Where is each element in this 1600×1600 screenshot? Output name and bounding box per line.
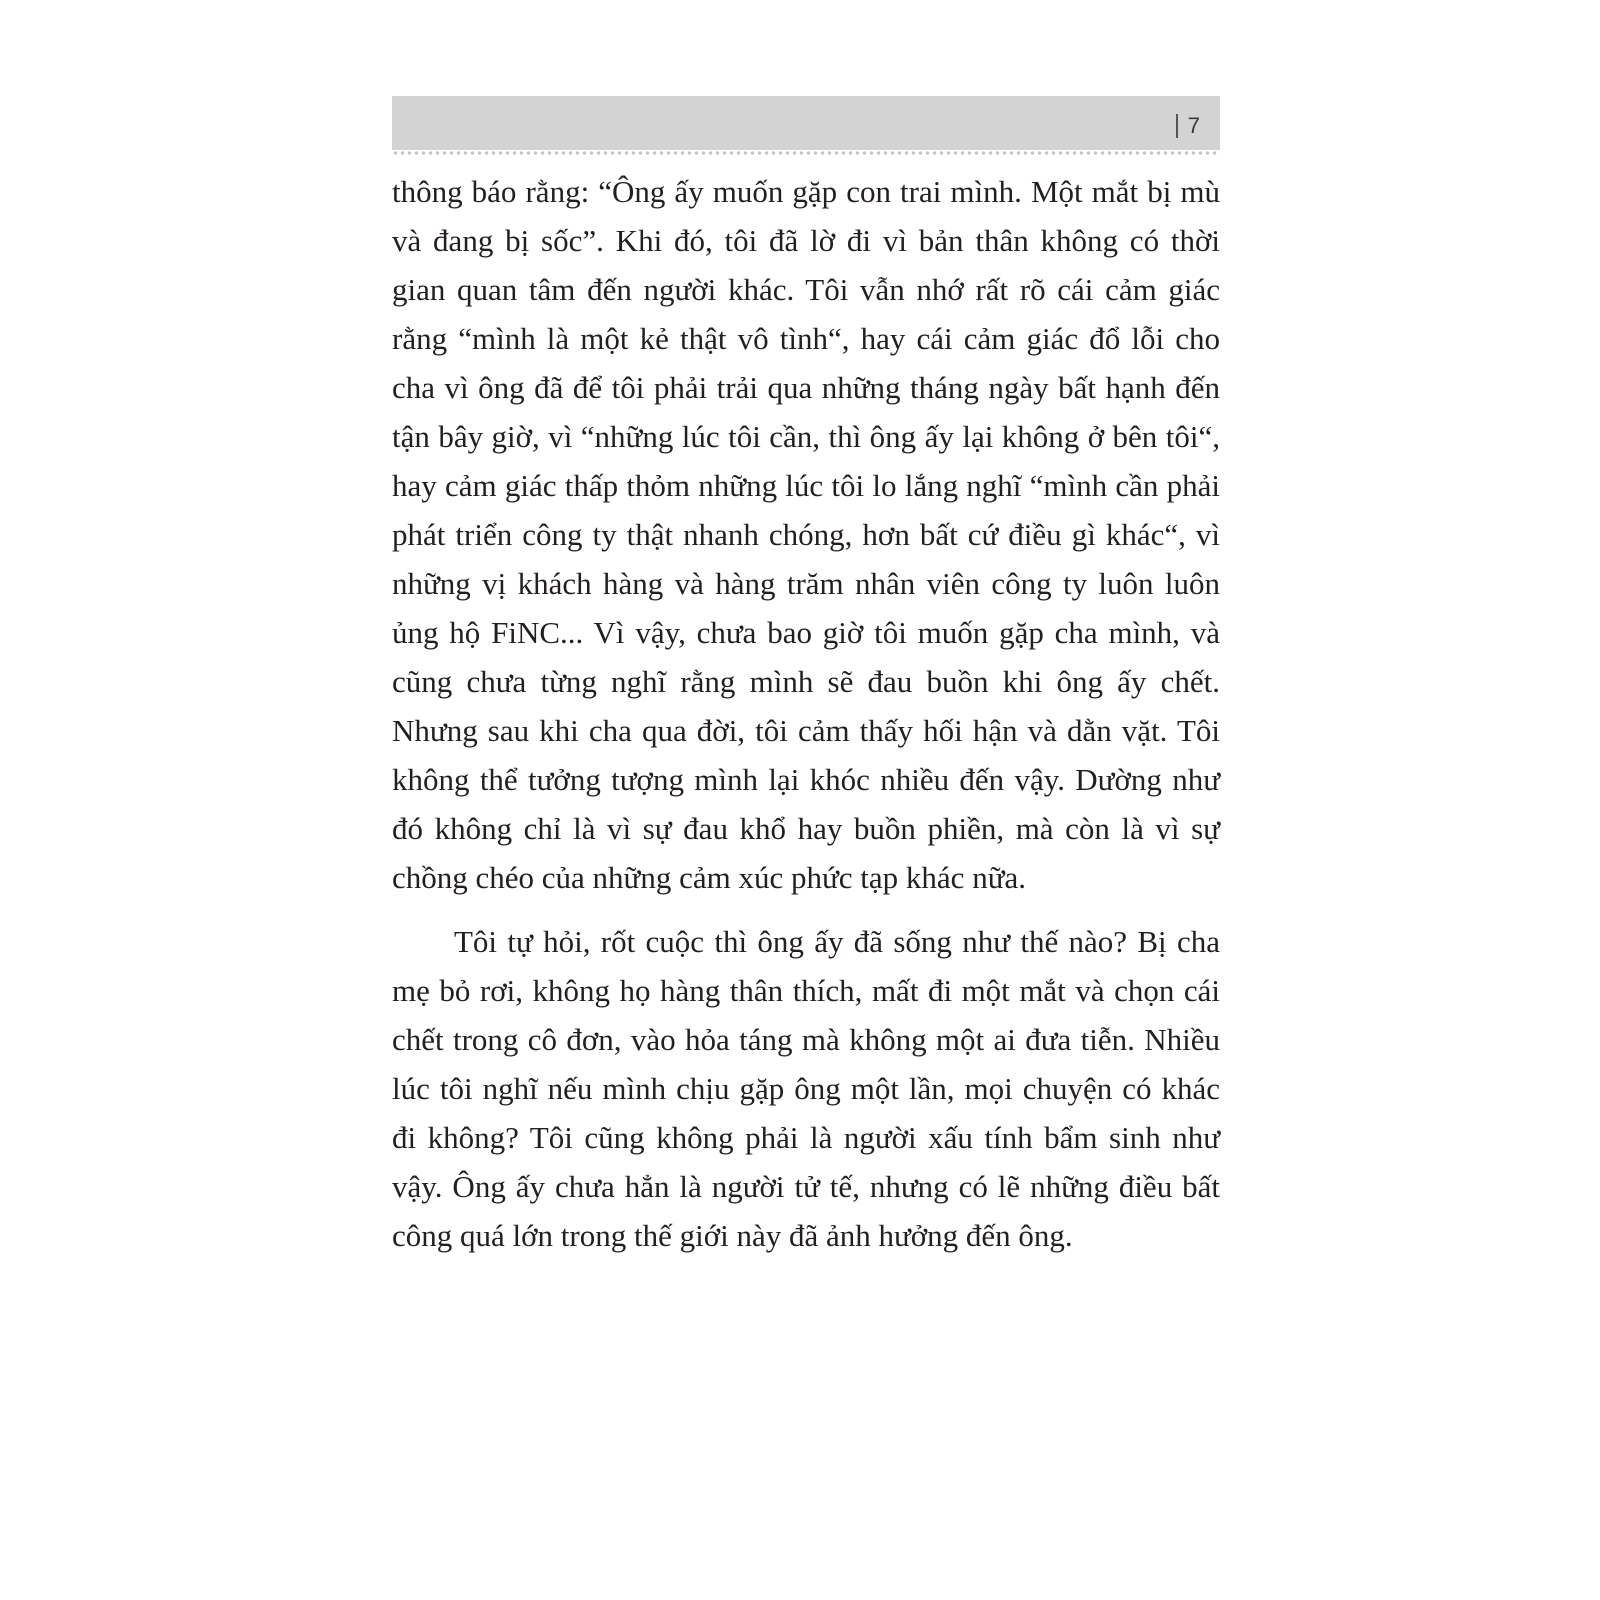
paragraph-continued: thông báo rằng: “Ông ấy muốn gặp con trai mình. Một mắt bị mù và đang bị sốc”. Khi đó, tôi đã lờ đi vì bản thân không có thời gian quan tâm đến người khác. Tôi vẫn nhớ rất rõ cái cảm giác rằng “mình là một kẻ thật vô tình“, hay cái cảm giác đổ lỗi cho cha vì ông đã để tôi phải trải qua những tháng ngày bất hạnh đến tận bây giờ, vì “những lúc tôi cần, thì ông ấy lại không ở bên tôi“, hay cảm giác thấp thỏm những lúc tôi lo lắng nghĩ “mình cần phải phát triển công ty thật nhanh chóng, hơn bất cứ điều gì khác“, vì những vị khách hàng và hàng trăm nhân viên công ty luôn luôn ủng hộ FiNC... Vì vậy, chưa bao giờ tôi muốn gặp cha mình, và cũng chưa từng nghĩ rằng mình sẽ đau buồn khi ông ấy chết. Nhưng sau khi cha qua đời, tôi cảm thấy hối hận và dằn vặt. Tôi không thể tưởng tượng mình lại khóc nhiều đến vậy. Dường như đó không chỉ là vì sự đau khổ hay buồn phiền, mà còn là vì sự chồng chéo của những cảm xúc phức tạp khác nữa.	[392, 174, 1220, 895]
page-number-separator	[1176, 114, 1178, 138]
page-number: 7	[1187, 113, 1200, 138]
body-text	[392, 167, 1220, 1260]
header-dotted-divider	[392, 150, 1220, 156]
running-header-band	[392, 96, 1220, 150]
page-number-block	[1176, 114, 1200, 138]
paragraph: Tôi tự hỏi, rốt cuộc thì ông ấy đã sống như thế nào? Bị cha mẹ bỏ rơi, không họ hàng thân thích, mất đi một mắt và chọn cái chết trong cô đơn, vào hỏa táng mà không một ai đưa tiễn. Nhiều lúc tôi nghĩ nếu mình chịu gặp ông một lần, mọi chuyện có khác đi không? Tôi cũng không phải là người xấu tính bẩm sinh như vậy. Ông ấy chưa hẳn là người tử tế, nhưng có lẽ những điều bất công quá lớn trong thế giới này đã ảnh hưởng đến ông.	[392, 924, 1220, 1253]
